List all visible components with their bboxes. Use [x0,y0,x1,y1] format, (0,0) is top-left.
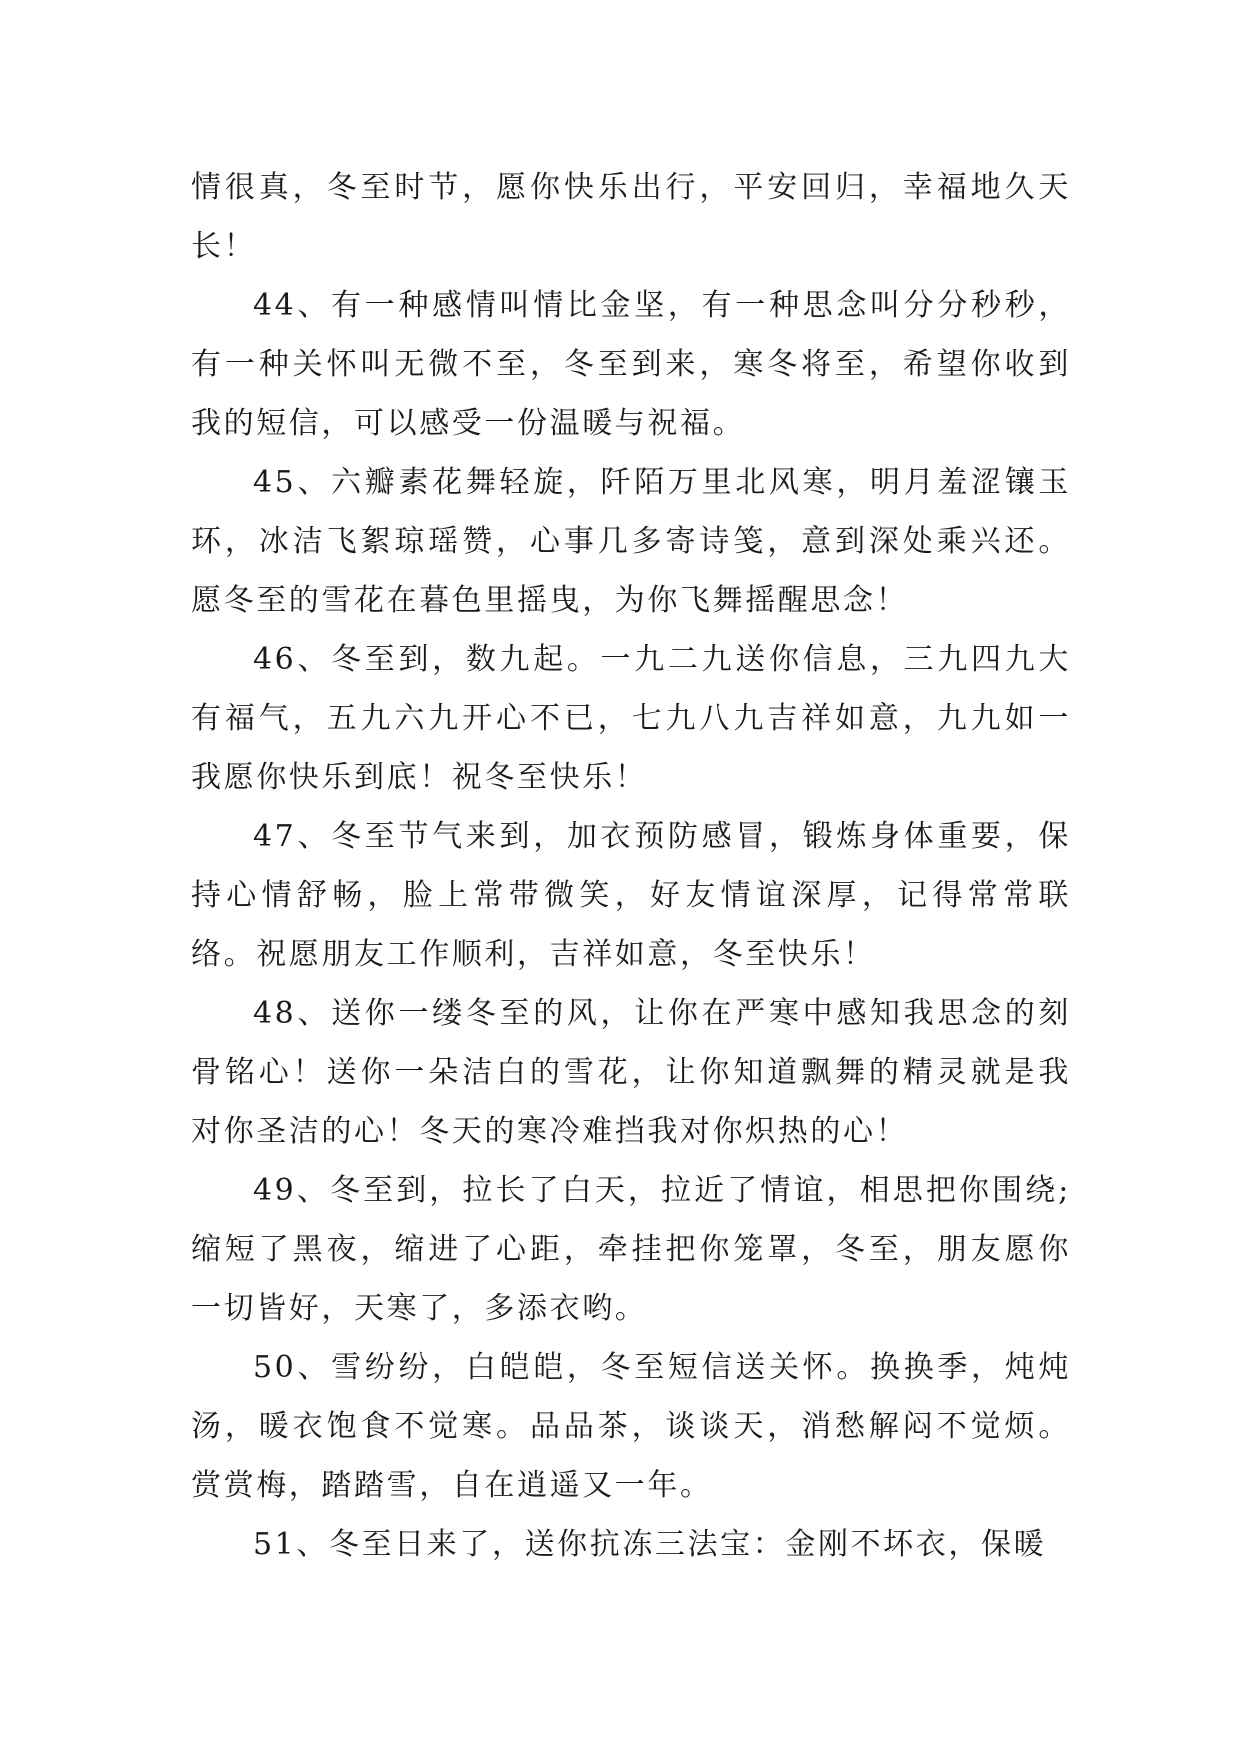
body-text [191,158,1071,1574]
paragraph-49: 49、冬至到，拉长了白天，拉近了情谊，相思把你围绕;缩短了黑夜，缩进了心距，牵挂把你笼罩，冬至，朋友愿你一切皆好，天寒了，多添衣哟。 [191,1173,1071,1326]
paragraph-51-start: 51、冬至日来了，送你抗冻三法宝：金刚不坏衣，保暖 [253,1527,1047,1562]
paragraph-48: 48、送你一缕冬至的风，让你在严寒中感知我思念的刻骨铭心！送你一朵洁白的雪花，让你知道飘舞的精灵就是我对你圣洁的心！冬天的寒冷难挡我对你炽热的心！ [191,996,1071,1149]
paragraph-46: 46、冬至到，数九起。一九二九送你信息，三九四九大有福气，五九六九开心不已，七九八九吉祥如意，九九如一我愿你快乐到底！祝冬至快乐！ [191,642,1071,795]
paragraph-44: 44、有一种感情叫情比金坚，有一种思念叫分分秒秒，有一种关怀叫无微不至，冬至到来，寒冬将至，希望你收到我的短信，可以感受一份温暖与祝福。 [191,288,1071,441]
paragraph-50: 50、雪纷纷，白皑皑，冬至短信送关怀。换换季，炖炖汤，暖衣饱食不觉寒。品品茶，谈谈天，消愁解闷不觉烦。赏赏梅，踏踏雪，自在逍遥又一年。 [191,1350,1071,1503]
paragraph-45: 45、六瓣素花舞轻旋，阡陌万里北风寒，明月羞涩镶玉环，冰洁飞絮琼瑶赞，心事几多寄诗笺，意到深处乘兴还。愿冬至的雪花在暮色里摇曳，为你飞舞摇醒思念！ [191,465,1071,618]
paragraph-47: 47、冬至节气来到，加衣预防感冒，锻炼身体重要，保持心情舒畅，脸上常带微笑，好友情谊深厚，记得常常联络。祝愿朋友工作顺利，吉祥如意，冬至快乐！ [191,819,1071,972]
paragraph-43-continuation: 情很真，冬至时节，愿你快乐出行，平安回归，幸福地久天长！ [191,170,1071,264]
